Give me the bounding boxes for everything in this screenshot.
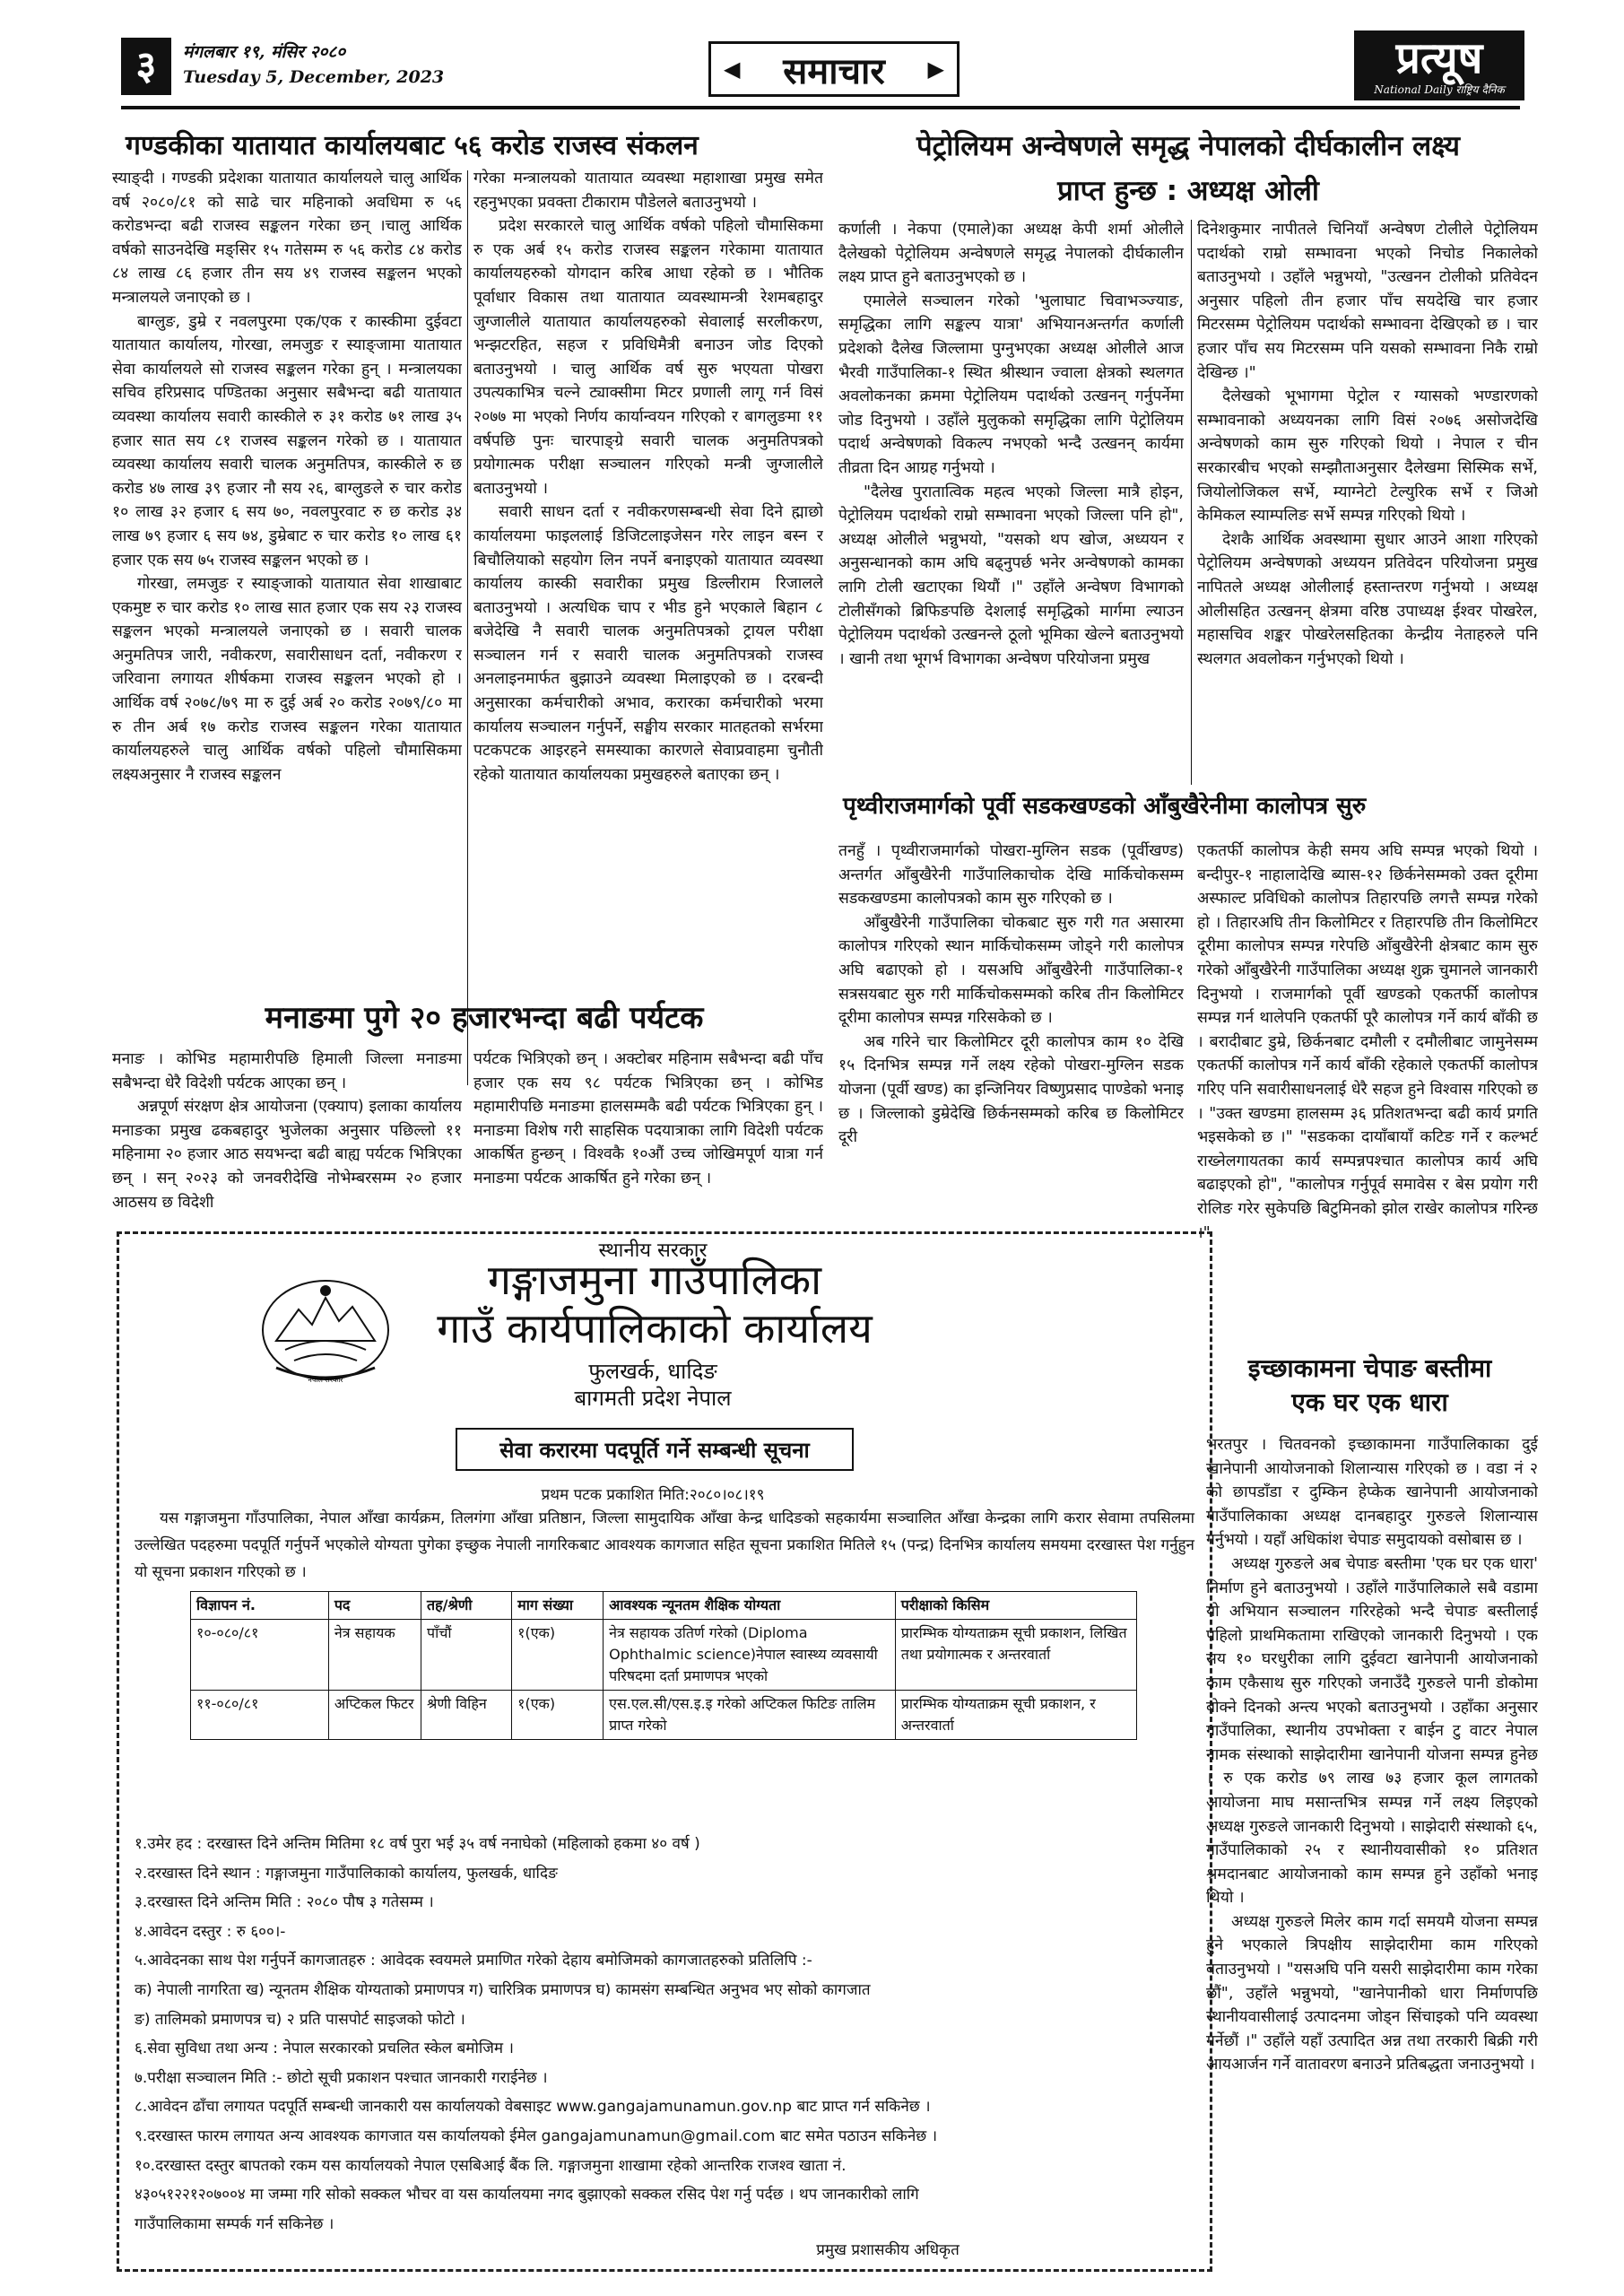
table-cell: १(एक) [512, 1620, 604, 1691]
paragraph: स्याङ्दी । गण्डकी प्रदेशका यातायात कार्यालयले चालु आर्थिक वर्ष २०८०/८१ को साढे चार महिनाको अवधिमा रु ५६ करोडभन्दा बढी राजस्व सङ्कलन गरेका छन् ।चालु आर्थिक वर्षको साउनदेखि मङ्सिर १५ गतेसम्म रु ५६ करोड ८४ करोड ८४ लाख ८६ हजार तीन सय ४९ राजस्व सङ्कलन भएको मन्त्रालयले जनाएको छ । [112, 170, 462, 307]
article2-headline-line2: प्राप्त हुन्छ : अध्यक्ष ओली [1057, 175, 1319, 207]
condition-line: ५.आवेदनका साथ पेश गर्नुपर्ने कागजातहरु : आवेदक स्वयमले प्रमाणित गरेको देहाय बमोजिमको कागजातहरुको प्रतिलिपि :- [135, 1952, 812, 1970]
article2-column-2 [1197, 218, 1538, 792]
condition-line: ३.दरखास्त दिने अन्तिम मिति : २०८० पौष ३ गतेसम्म । [135, 1893, 434, 1912]
condition-line: क) नेपाली नागरिता ख) न्यूनतम शैक्षिक योग्यताको प्रमाणपत्र ग) चारित्रिक प्रमाणपत्र घ) कामसंग सम्बन्धित अनुभव भए सोको कागजात [135, 1980, 871, 1999]
paragraph: दैलेखको भूभागमा पेट्रोल र ग्यासको भण्डारणको सम्भावनाको अध्ययनका लागि विसं २०७६ असोजदेखि अन्वेषणको काम सुरु गरिएको थियो । नेपाल र चीन सरकारबीच भएको सम्झौताअनुसार दैलेखमा सिस्मिक सर्भे, जियोलोजिकल सर्भे, म्याग्नेटो टेल्युरिक सर्भे र जिओ केमिकल स्याम्पलिङ सर्भे सम्पन्न गरिएको थियो । [1197, 387, 1538, 526]
emblem-caption: नेपाल सरकार [308, 1376, 343, 1384]
table-cell: नेत्र सहायक उतिर्ण गरेको (Diploma Ophthalmic science)नेपाल स्वास्थ्य व्यवसायी परिषदमा दर्ता प्रमाणपत्र भएको [604, 1620, 896, 1691]
paragraph: तनहुँ । पृथ्वीराजमार्गको पोखरा-मुग्लिन सडक (पूर्वीखण्ड) अन्तर्गत आँबुखैरेनी गाउँपालिकाचोक देखि मार्किचोकसम्म सडकखण्डमा कालोपत्रको काम सुरु गरिएको छ । [838, 842, 1184, 909]
condition-line: गाउँपालिकामा सम्पर्क गर्न सकिनेछ । [135, 2214, 334, 2233]
condition-line: १.उमेर हद : दरखास्त दिने अन्तिम मितिमा १८ वर्ष पुरा भई ३५ वर्ष ननाघेको (महिलाको हकमा ४० वर्ष ) [135, 1835, 700, 1853]
article3-column-2 [1197, 839, 1538, 1354]
logo-tagline: National Daily राष्ट्रिय दैनिक [1374, 83, 1505, 96]
table-cell: नेत्र सहायक [328, 1620, 421, 1691]
vacancy-table-header [191, 1592, 1137, 1620]
left-triangle-icon: ◀ [724, 57, 741, 82]
table-cell: १(एक) [512, 1691, 604, 1740]
vacancy-table [190, 1591, 1137, 1740]
condition-line: ७.परीक्षा सञ्चालन मिति :- छोटो सूची प्रकाशन पश्चात जानकारी गराईनेछ । [135, 2068, 548, 2087]
table-header-cell: पद [328, 1592, 421, 1620]
paragraph: आँबुखैरेनी गाउँपालिका चोकबाट सुरु गरी गत असारमा कालोपत्र गरिएको स्थान मार्किचोकसम्म जोड्ने गरी कालोपत्र अघि बढाएको हो । यसअघि आँबुखैरेनी गाउँपालिका-१ सत्रसयबाट सुरु गरी मार्किचोकसम्मको करिब तीन किलोमिटर दूरीमा कालोपत्र सम्पन्न गरिसकेको छ । [838, 913, 1184, 1028]
table-cell: प्रारम्भिक योग्यताक्रम सूची प्रकाशन, र अन्तरवार्ता [895, 1691, 1136, 1740]
notice-province: बागमती प्रदेश नेपाल [574, 1386, 732, 1411]
table-header-cell: माग संख्या [512, 1592, 604, 1620]
article2-headline-line1: पेट्रोलियम अन्वेषणले समृद्ध नेपालको दीर्घकालीन लक्ष्य [916, 130, 1460, 162]
column-divider [1191, 220, 1192, 785]
table-cell: ११-०८०/८१ [191, 1691, 329, 1740]
date-nepali: मंगलबार १९, मंसिर २०८० [183, 42, 346, 62]
notice-published-date: प्रथम पटक प्रकाशित मिति:२०८०।०८।१९ [541, 1486, 765, 1504]
condition-line: १०.दरखास्त दस्तुर बापतको रकम यस कार्यालयको नेपाल एसबिआई बैंक लि. गङ्गाजमुना शाखामा रहेको आन्तरिक राजश्व खाता नं. [135, 2156, 847, 2175]
table-cell: पाँचौं [421, 1620, 512, 1691]
article1-headline: गण्डकीका यातायात कार्यालयबाट ५६ करोड राजस्व संकलन [126, 130, 699, 161]
paragraph: प्रदेश सरकारले चालु आर्थिक वर्षको पहिलो चौमासिकमा रु एक अर्ब १५ करोड राजस्व सङ्कलन गरेकामा यातायात कार्यालयहरुको योगदान करिब आधा रहेको छ । भौतिक पूर्वाधार विकास तथा यातायात व्यवस्थामन्त्री रेशमबहादुर जुग्जालीले यातायात कार्यालयहरुको सेवालाई सरलीकरण, भन्झटरहित, सहज र प्रविधिमैत्री बनाउन जोड दिएको बताउनुभयो । चालु आर्थिक वर्ष सुरु भएयता पोखरा उपत्यकाभित्र चल्ने ट्याक्सीमा मिटर प्रणाली लागू गर्न विसं २०७७ मा भएको निर्णय कार्यान्वयन गरिएको र बागलुङमा ११ वर्षपछि पुनः चारपाङ्ग्रे सवारी चालक अनुमतिपत्रको प्रयोगात्मक परीक्षा सञ्चालन गरिएको मन्त्री जुग्जालीले बताउनुभयो । [473, 217, 823, 498]
paragraph: कर्णाली । नेकपा (एमाले)का अध्यक्ष केपी शर्मा ओलीले दैलेखको पेट्रोलियम अन्वेषणले समृद्ध नेपालको दीर्घकालीन लक्ष्य प्राप्त हुने बताउनुभएको छ । [838, 221, 1184, 287]
paragraph: अब गरिने चार किलोमिटर दूरी कालोपत्र काम १० देखि १५ दिनभित्र सम्पन्न गर्ने लक्ष्य रहेको पोखरा-मुग्लिन सडक योजना (पूर्वी खण्ड) का इन्जिनियर विष्णुप्रसाद पाण्डेको भनाइ छ । जिल्लाको डुम्रेदेखि छिर्कनसम्मको करिब छ किलोमिटर दूरी [838, 1032, 1184, 1147]
condition-line: ४३०५१२२१२०७००४ मा जम्मा गरि सोको सक्कल भौचर वा यस कार्यालयमा नगद बुझाएको सक्कल रसिद पेश गर्नु पर्दछ । थप जानकारीको लागि [135, 2186, 919, 2205]
paragraph: एमालेले सञ्चालन गरेको 'भुलाघाट चिवाभञ्ज्याङ, समृद्धिका लागि सङ्कल्प यात्रा' अभियानअन्तर्गत कर्णाली प्रदेशको दैलेख जिल्लामा पुग्नुभएका अध्यक्ष ओलीले आज भैरवी गाउँपालिका-१ स्थित श्रीस्थान ज्वाला क्षेत्रको स्थलगत अवलोकनका क्रममा पेट्रोलियम पदार्थको उत्खनन् गर्नुपर्नेमा जोड दिनुभयो । उहाँले मुलुकको समृद्धिका लागि पेट्रोलियम पदार्थ अन्वेषणको विकल्प नभएको भन्दै उत्खनन् कार्यमा तीव्रता दिन आग्रह गर्नुभयो । [838, 291, 1184, 477]
table-row [191, 1620, 1137, 1691]
article5-headline-line1: इच्छाकामना चेपाङ बस्तीमा [1247, 1353, 1492, 1383]
notice-local-govt: स्थानीय सरकार [598, 1239, 708, 1262]
condition-line: ६.सेवा सुविधा तथा अन्य : नेपाल सरकारको प्रचलित स्केल बमोजिम । [135, 2039, 514, 2058]
table-cell: अप्टिकल फिटर [328, 1691, 421, 1740]
notice-office-name: गाउँ कार्यपालिकाको कार्यालय [437, 1304, 873, 1352]
article5-column [1206, 1433, 1538, 2276]
paragraph: गोरखा, लमजुङ र स्याङ्जाको यातायात सेवा शाखाबाट एकमुष्ट रु चार करोड १० लाख सात हजार एक सय २३ राजस्व सङ्कलन भएको मन्त्रालयले जनाएको छ । सवारी चालक अनुमतिपत्र जारी, नवीकरण, सवारीसाधन दर्ता, नवीकरण र जरिवाना लगायत शीर्षकमा राजस्व सङ्कलन भएको हो । आर्थिक वर्ष २०७८/७९ मा रु दुई अर्ब २० करोड २०७९/८० मा रु तीन अर्ब १७ करोड राजस्व सङ्कलन गरेका यातायात कार्यालयहरुले चालु आर्थिक वर्षको पहिलो चौमासिकमा लक्ष्यअनुसार नै राजस्व सङ्कलन [112, 575, 462, 784]
table-header-cell: विज्ञापन नं. [191, 1592, 329, 1620]
paragraph: दिनेशकुमार नापीतले चिनियाँ अन्वेषण टोलीले पेट्रोलियम पदार्थको राम्रो सम्भावना भएको निचोड निकालेको बताउनुभयो । उहाँले भन्नुभयो, "उत्खनन टोलीको प्रतिवेदन अनुसार पहिलो तीन हजार पाँच सयदेखि चार हजार मिटरसम्म पेट्रोलियम पदार्थको सम्भावना देखिएको छ । चार हजार पाँच सय मिटरसम्म पनि यसको सम्भावना निकै राम्रो देखिन्छ ।" [1197, 221, 1538, 382]
notice-place: फुलखर्क, धादिङ [588, 1359, 717, 1384]
logo-text: प्रत्यूष [1395, 32, 1483, 83]
paragraph: एकतर्फी कालोपत्र केही समय अघि सम्पन्न भएको थियो । बन्दीपुर-१ नाहालादेखि ब्यास-१२ छिर्कनेसम्मको उक्त दूरीमा अस्फाल्ट प्रविधिको कालोपत्र तिहारपछि लगत्तै सम्पन्न गरेको हो । तिहारअघि तीन किलोमिटर र तिहारपछि तीन किलोमिटर दूरीमा कालोपत्र सम्पन्न गरेपछि आँबुखैरेनी क्षेत्रबाट काम सुरु गरेको आँबुखैरेनी गाउँपालिका अध्यक्ष शुक्र चुमानले जानकारी दिनुभयो । राजमार्गको पूर्वी खण्डको एकतर्फी कालोपत्र सम्पन्न गर्न थालेपनि एकतर्फी पूरै कालोपत्र गर्ने कार्य बाँकी छ । बरादीबाट डुम्रे, छिर्कनबाट दमौली र दमौलीबाट जामुनेसम्म एकतर्फी कालोपत्र गर्ने कार्य बाँकी रहेकाले एकतर्फी कालोपत्र गरिए पनि सवारीसाधनलाई धेरै सहज हुने विश्वास गरिएको छ । "उक्त खण्डमा हालसम्म ३६ प्रतिशतभन्दा बढी कार्य प्रगति भइसकेको छ ।" "सडकका दायाँबायाँ कटिङ गर्ने र कल्भर्ट राख्नेलगायतका कार्य सम्पन्नपश्चात कालोपत्र कार्य अघि बढाइएको हो", "कालोपत्र गर्नुपूर्व समावेस र बेस प्रयोग गरी रोलिङ गरेर सुकेपछि बिटुमिनको झोल राखेर कालोपत्र गरिन्छ ।" [1197, 842, 1538, 1242]
condition-line: २.दरखास्त दिने स्थान : गङ्गाजमुना गाउँपालिकाको कार्यालय, फुलखर्क, धादिङ [135, 1864, 558, 1883]
condition-line: ८.आवेदन ढाँचा लगायत पदपूर्ति सम्बन्धी जानकारी यस कार्यालयको वेबसाइट www.gangajamunamun.gov.np बाट प्राप्त गर्न सकिनेछ । [135, 2098, 931, 2117]
paragraph: अन्नपूर्ण संरक्षण क्षेत्र आयोजना (एक्याप) इलाका कार्यालय मनाङका प्रमुख ढकबहादुर भुजेलका अनुसार पछिल्लो ११ महिनामा २० हजार आठ सयभन्दा बढी बाह्य पर्यटक भित्रिएका छन् । सन् २०२३ को जनवरीदेखि नोभेम्बरसम्म २० हजार आठसय छ विदेशी [112, 1098, 462, 1212]
notice-subject: सेवा करारमा पदपूर्ति गर्ने सम्बन्धी सूचना [456, 1428, 854, 1471]
article4-column-1 [112, 1048, 462, 1222]
condition-line: ९.दरखास्त फारम लगायत अन्य आवश्यक कागजात यस कार्यालयको ईमेल gangajamunamun@gmail.com बाट समेत पठाउन सकिनेछ । [135, 2126, 938, 2145]
paragraph: अध्यक्ष गुरुङले अब चेपाङ बस्तीमा 'एक घर एक धारा' निर्माण हुने बताउनुभयो । उहाँले गाउँपालिकाले सबै वडामा यो अभियान सञ्चालन गरिरहेको भन्दै चेपाङ बस्तीलाई पहिलो प्राथमिकतामा राखिएको जानकारी दिनुभयो । एक सय १० घरधुरीका लागि दुईवटा खानेपानी आयोजनाको काम एकैसाथ सुरु गरिएको जनाउँदै गुरुङले पानी डोकोमा बोक्ने दिनको अन्त्य भएको बताउनुभयो । उहाँका अनुसार गाउँपालिका, स्थानीय उपभोक्ता र बाईन टु वाटर नेपाल नामक संस्थाको साझेदारीमा खानेपानी योजना सम्पन्न हुनेछ । रु एक करोड ७९ लाख ७३ हजार कूल लागतको आयोजना माघ मसान्तभित्र सम्पन्न गर्ने लक्ष्य लिइएको अध्यक्ष गुरुङले जानकारी दिनुभयो । साझेदारी संस्थाको ६५, गाउँपालिकाको २५ र स्थानीयवासीको १० प्रतिशत श्रमदानबाट आयोजनाको काम सम्पन्न हुने उहाँको भनाइ थियो । [1206, 1554, 1538, 1908]
paragraph: पर्यटक भित्रिएको छन् । अक्टोबर महिनाम सबैभन्दा बढी पाँच हजार एक सय ९८ पर्यटक भित्रिएका छन् । कोभिड महामारीपछि मनाङमा हालसम्मकै बढी पर्यटक भित्रिएका हुन् । मनाङमा विशेष गरी साहसिक पदयात्राका लागि विदेशी पर्यटक आकर्षित हुन्छन् । विश्वकै १०औं उच्च जोखिमपूर्ण यात्रा गर्न मनाङमा पर्यटक आकर्षित हुने गरेका छन् । [473, 1050, 823, 1187]
article3-headline: पृथ्वीराजमार्गको पूर्वी सडकखण्डको आँबुखैरेनीमा कालोपत्र सुरु [843, 793, 1367, 820]
column-divider [467, 170, 468, 1085]
nepal-emblem-icon [258, 1278, 393, 1386]
notice-intro: यस गङ्गाजमुना गाँउपालिका, नेपाल आँखा कार्यक्रम, तिलगंगा आँखा प्रतिष्ठान, जिल्ला सामुदायिक आँखा केन्द्र धादिङको सहकार्यमा सञ्चालित आँखा केन्द्रका लागि करार सेवामा तपसिलमा उल्लेखित पदहरुमा पदपूर्ति गर्नुपर्ने भएकोले योग्यता पुगेका इच्छुक नेपाली नागरिकबाट आवश्यक कागजात सहित सूचना प्रकाशित मितिले १५ (पन्द्र) दिनभित्र कार्यालय समयमा दरखास्त पेश गर्नुहुन यो सूचना प्रकाशन गरिएको छ । [135, 1509, 1194, 1581]
article4-column-2 [473, 1048, 823, 1222]
paragraph: सवारी साधन दर्ता र नवीकरणसम्बन्धी सेवा दिने ह्माछो कार्यालयमा फाइललाई डिजिटलाइजेसन गरेर लाइन बस्न र बिचौलियाको सहयोग लिन नपर्ने बनाइएको यातायात व्यवस्था कार्यालय कास्की सवारीका प्रमुख डिल्लीराम रिजालले बताउनुभयो । अत्यधिक चाप र भीड हुने भएकाले बिहान ८ बजेदेखि नै सवारी चालक अनुमतिपत्रको ट्रायल परीक्षा सञ्चालन गर्न र सवारी चालक अनुमतिपत्रको राजस्व अनलाइनमार्फत बुझाउने व्यवस्था मिलाइएको छ । दरबन्दी अनुसारका कर्मचारीको अभाव, करारका कर्मचारीको भरमा कार्यालय सञ्चालन गर्नुपर्ने, सङ्घीय सरकार मातहतको सर्भरमा पटकपटक आइरहने समस्याका कारणले सेवाप्रवाहमा चुनौती रहेको यातायात कार्यालयका प्रमुखहरुले बताएका छन् । [473, 503, 823, 784]
date-block [183, 39, 444, 90]
table-cell: श्रेणी विहिन [421, 1691, 512, 1740]
paragraph: देशकै आर्थिक अवस्थामा सुधार आउने आशा गरिएको पेट्रोलियम अन्वेषणको अध्ययन प्रतिवेदन परियोजना प्रमुख नापितले अध्यक्ष ओलीलाई हस्तान्तरण गर्नुभयो । अध्यक्ष ओलीसहित उत्खनन् क्षेत्रमा वरिष्ठ उपाध्यक्ष ईश्वर पोखरेल, महासचिव शङ्कर पोखरेलसहितका केन्द्रीय नेताहरुले पनि स्थलगत अवलोकन गर्नुभएको थियो । [1197, 530, 1538, 668]
article1-column-2 [473, 167, 823, 1085]
condition-line: ४.आवेदन दस्तुर : रु ६००।- [135, 1922, 286, 1941]
paragraph: "दैलेख पुरातात्विक महत्व भएको जिल्ला मात्रै होइन, पेट्रोलियम पदार्थको राम्रो सम्भावना भएको जिल्ला पनि हो", अध्यक्ष ओलीले भन्नुभयो, "यसको थप खोज, अध्ययन र अनुसन्धानको काम अघि बढ्नुपर्छ भनेर अन्वेषणको कामका लागि टोली खटाएका थियौं ।" उहाँले अन्वेषण विभागको टोलीसँगको ब्रिफिङपछि देशलाई समृद्धिको मार्गमा ल्याउन पेट्रोलियम पदार्थको उत्खनन्ले ठूलो भूमिका खेल्ने बताउनुभयो । खानी तथा भूगर्भ विभागका अन्वेषण परियोजना प्रमुख [838, 483, 1184, 668]
notice-org-name: गङ्गाजमुना गाउँपालिका [487, 1256, 822, 1304]
table-header-cell: परीक्षाको किसिम [895, 1592, 1136, 1620]
paragraph: मनाङ । कोभिड महामारीपछि हिमाली जिल्ला मनाङमा सबैभन्दा धेरै विदेशी पर्यटक आएका छन् । [112, 1050, 462, 1092]
article3-column-1 [838, 839, 1184, 1225]
article4-headline: मनाङमा पुगे २० हजारभन्दा बढी पर्यटक [265, 1000, 704, 1036]
table-cell: १०-०८०/८१ [191, 1620, 329, 1691]
table-cell: एस.एल.सी/एस.इ.इ गरेको अप्टिकल फिटिङ तालिम प्राप्त गरेको [604, 1691, 896, 1740]
article5-headline-line2: एक घर एक धारा [1291, 1387, 1448, 1417]
paragraph: बाग्लुङ, डुम्रे र नवलपुरमा एक/एक र कास्कीमा दुईवटा यातायात कार्यालय, गोरखा, लमजुङ र स्याङ्जामा यातायात सेवा कार्यालयले सो राजस्व सङ्कलन गरेका हुन् । मन्त्रालयका सचिव हरिप्रसाद पण्डितका अनुसार सबैभन्दा बढी यातायात व्यवस्था कार्यालय सवारी कास्कीले रु ३१ करोड ७१ लाख ३५ हजार सात सय ८१ राजस्व सङ्कलन गरेको छ । यातायात व्यवस्था कार्यालय सवारी चालक अनुमतिपत्र, कास्कीले रु छ करोड ४७ लाख ३९ हजार नौ सय २६, बाग्लुङले रु चार करोड १० लाख ३२ हजार ६ सय ७०, नवलपुरवाट रु छ करोड ३४ लाख ७९ हजार ६ सय ७४, डुम्रेबाट रु चार करोड १० लाख ६१ हजार एक सय ७५ राजस्व सङ्कलन भएको छ । [112, 312, 462, 570]
paragraph: गरेका मन्त्रालयको यातायात व्यवस्था महाशाखा प्रमुख समेत रहनुभएका प्रवक्ता टीकाराम पौडेलले बताउनुभयो । [473, 170, 823, 212]
table-row [191, 1691, 1137, 1740]
section-label-box [708, 41, 960, 97]
paragraph: अध्यक्ष गुरुङले मिलेर काम गर्दा समयमै योजना सम्पन्न हुने भएकाले त्रिपक्षीय साझेदारीमा काम गरिएको बताउनुभयो । "यसअघि पनि यसरी साझेदारीमा काम गरेका छौं", उहाँले भन्नुभयो, "खानेपानीको धारा निर्माणपछि स्थानीयवासीलाई उत्पादनमा जोड्न सिंचाइको पनि व्यवस्था गर्नेछौं ।" उहाँले यहाँ उत्पादित अन्न तथा तरकारी बिक्री गरी आयआर्जन गर्ने वातावरण बनाउने प्रतिबद्धता जनाउनुभयो । [1206, 1912, 1538, 2074]
right-triangle-icon: ▶ [927, 57, 944, 82]
newspaper-logo [1354, 30, 1524, 100]
article2-column-1 [838, 218, 1184, 720]
article1-column-1 [112, 167, 462, 1085]
paragraph: भरतपुर । चितवनको इच्छाकामना गाउँपालिकाका दुई खानेपानी आयोजनाको शिलान्यास गरिएको छ । वडा नं २ को छापडाँडा र दुम्किन हेप्केक खानेपानी आयोजनाको गाउँपालिकाका अध्यक्ष दानबहादुर गुरुङले शिलान्यास गर्नुभयो । यहाँ अधिकांश चेपाङ समुदायको वसोबास छ । [1206, 1436, 1538, 1550]
condition-line: ङ) तालिमको प्रमाणपत्र च) २ प्रति पासपोर्ट साइजको फोटो । [135, 2010, 465, 2029]
page-number: ३ [121, 38, 171, 95]
table-header-cell: तह/श्रेणी [421, 1592, 512, 1620]
section-label: समाचार [783, 50, 885, 92]
table-header-cell: आवश्यक न्यूनतम शैक्षिक योग्यता [604, 1592, 896, 1620]
notice-signature: प्रमुख प्रशासकीय अधिकृत [816, 2241, 960, 2259]
notice-conditions [135, 1830, 1202, 2239]
table-cell: प्रारम्भिक योग्यताक्रम सूची प्रकाशन, लिखित तथा प्रयोगात्मक र अन्तरवार्ता [895, 1620, 1136, 1691]
date-english: Tuesday 5, December, 2023 [183, 67, 445, 87]
